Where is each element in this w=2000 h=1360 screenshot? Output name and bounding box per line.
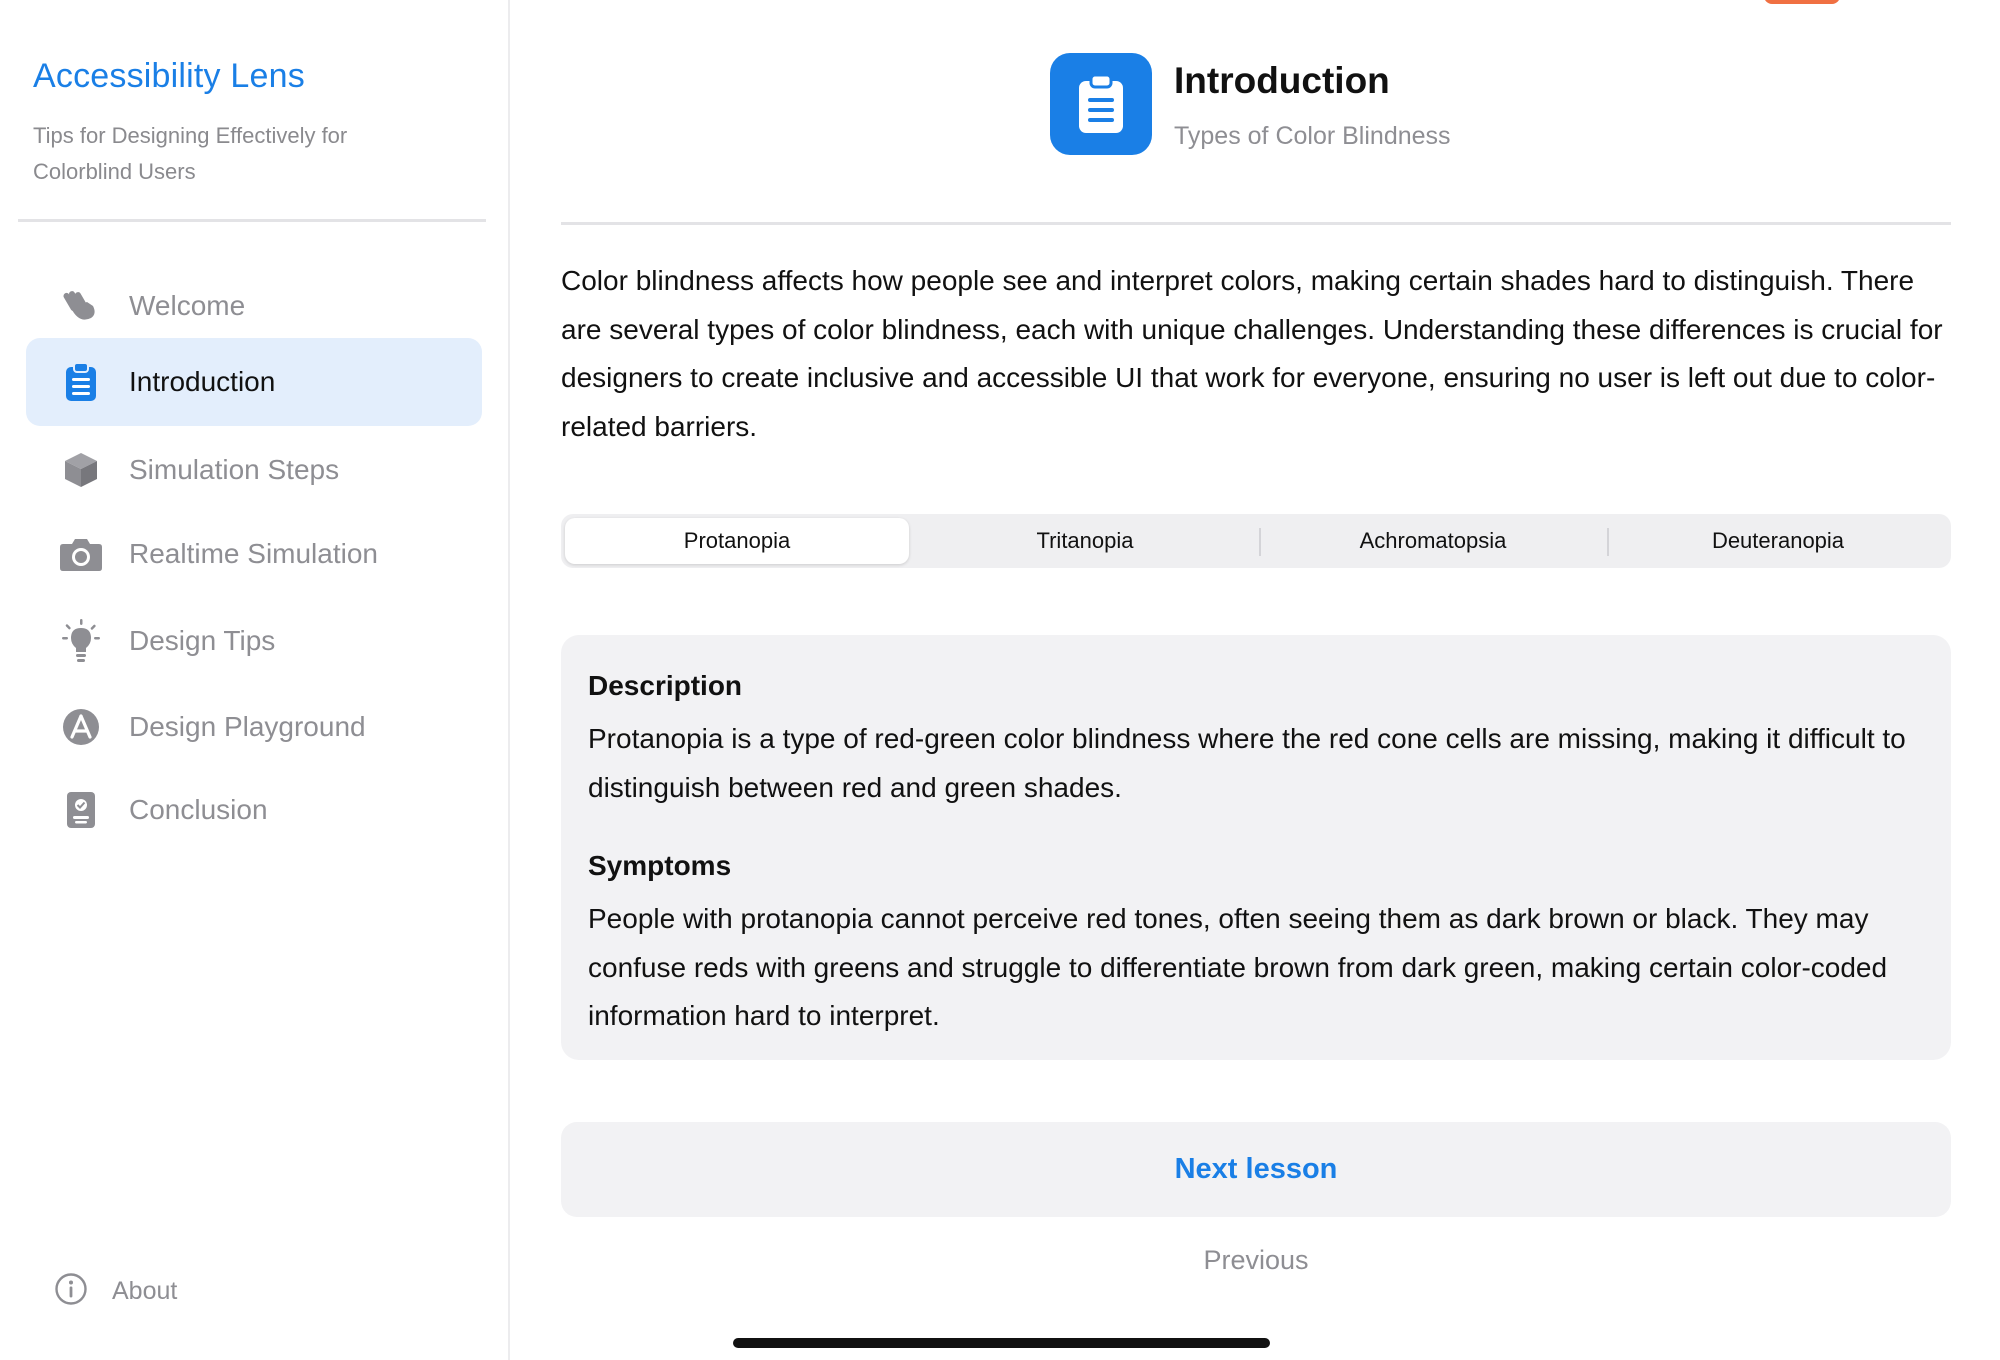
camera-icon [57,530,105,578]
previous-button[interactable]: Previous [1203,1244,1309,1275]
app-subtitle: Tips for Designing Effectively for Colorblind Users [33,123,348,184]
certificate-icon [57,786,105,834]
about-label: About [112,1277,178,1305]
sidebar-item-realtime-simulation[interactable] [26,510,482,598]
info-card [561,635,1951,1060]
cube-icon [57,446,105,494]
hand-wave-icon [57,282,105,330]
page-subtitle: Types of Color Blindness [1174,122,1451,150]
sidebar-item-welcome[interactable] [26,262,482,350]
page-title: Introduction [1174,60,1390,101]
about-button[interactable] [54,1272,177,1311]
sidebar-item-design-playground[interactable] [26,683,482,771]
lightbulb-icon [57,617,105,665]
clipboard-icon [1050,53,1152,155]
sidebar-item-label: Introduction [129,366,276,397]
sidebar-item-label: Realtime Simulation [129,538,378,569]
sidebar-item-label: Simulation Steps [129,454,340,485]
sidebar-item-introduction[interactable] [26,338,482,426]
sidebar-item-label: Design Tips [129,625,276,656]
sidebar-item-label: Conclusion [129,794,268,825]
header-divider [561,222,1951,225]
sidebar-divider [18,219,486,222]
clipboard-icon [57,358,105,406]
tab-tritanopia[interactable]: Tritanopia [1036,528,1134,553]
sidebar-item-label: Welcome [129,290,246,321]
intro-paragraph: Color blindness affects how people see and interpret colors, making certain shades hard to distinguish. There are several types of color blindness, each with unique challenges. Understanding these differences is crucial for designers to create inclusive and accessible UI that work for everyone, ensuring no user is left out due to color-related barriers. [561,265,1943,442]
app-title: Accessibility Lens [33,57,305,95]
tab-deuteranopia[interactable]: Deuteranopia [1711,528,1845,553]
info-icon [54,1272,88,1311]
sidebar-item-simulation-steps[interactable] [26,426,482,514]
symptoms-text: People with protanopia cannot perceive red tones, often seeing them as dark brown or black. They may confuse reds with greens and struggle to differentiate brown from dark green, making certain color-coded information hard to interpret. [588,903,1888,1031]
description-heading: Description [588,670,743,701]
description-text: Protanopia is a type of red-green color blindness where the red cone cells are missing, making it difficult to distinguish between red and green shades. [588,723,1906,803]
app-store-icon [57,703,105,751]
symptoms-heading: Symptoms [588,850,732,881]
top-orange-indicator [1764,0,1840,4]
tab-protanopia[interactable]: Protanopia [565,518,909,564]
sidebar-item-label: Design Playground [129,711,366,742]
sidebar-item-design-tips[interactable] [26,597,482,685]
next-lesson-button[interactable]: Next lesson [561,1122,1951,1217]
sidebar-item-conclusion[interactable] [26,766,482,854]
home-indicator[interactable] [733,1338,1270,1348]
tab-achromatopsia[interactable]: Achromatopsia [1359,528,1507,553]
color-blindness-type-picker [561,514,1951,568]
sidebar [0,0,510,1360]
